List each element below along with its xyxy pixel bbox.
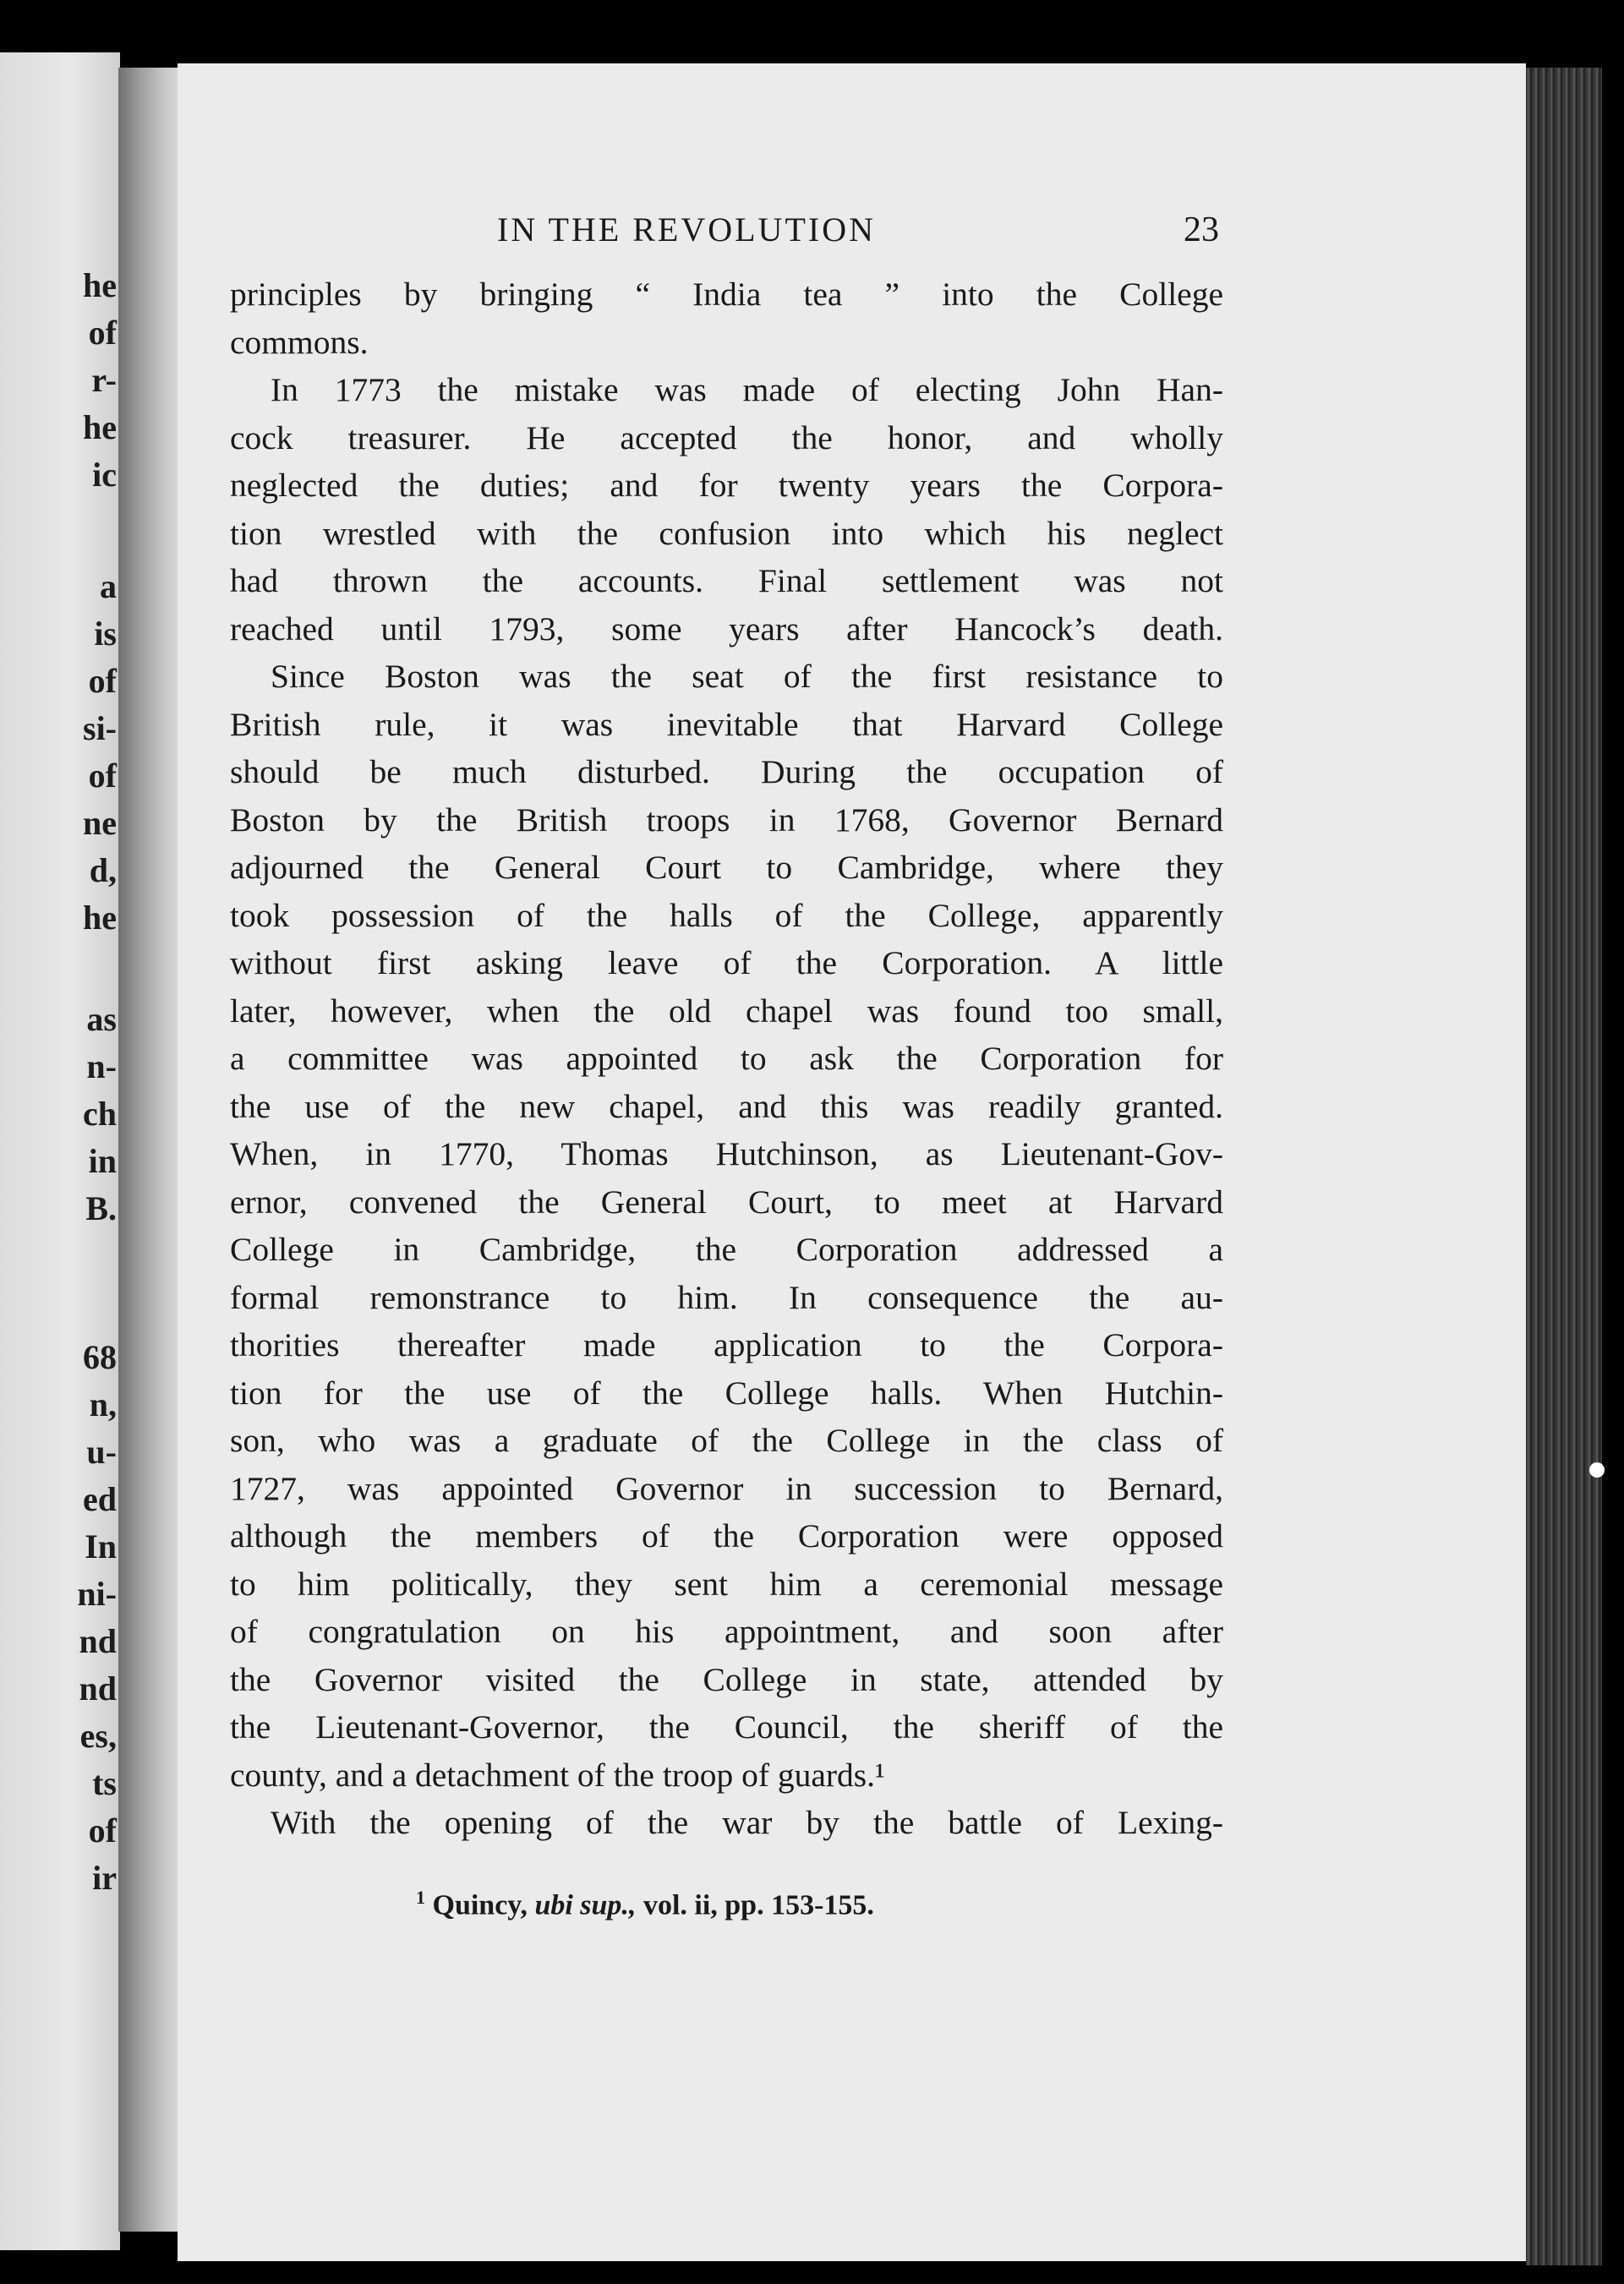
book-gutter-shadow [118, 68, 184, 2232]
scan-mark-dot [1589, 1462, 1605, 1478]
text-line: of congratulation on his appointment, and soon after [230, 1613, 1223, 1650]
fragment: in [88, 1142, 117, 1180]
fragment: he [83, 266, 117, 304]
body-text [230, 270, 1223, 1847]
text-line: thorities thereafter made application to the Corpora- [230, 1326, 1223, 1363]
fragment: r- [91, 361, 117, 399]
text-line: cock treasurer. He accepted the honor, and wholly [230, 418, 1223, 456]
text-line: a committee was appointed to ask the Corporation for [230, 1040, 1223, 1077]
left-facing-page [0, 52, 120, 2250]
footnote-reference: ubi sup., [534, 1889, 637, 1921]
fragment: is [94, 615, 117, 653]
fragment: of [88, 662, 117, 700]
footnote-author: Quincy, [432, 1889, 528, 1921]
footnote-marker: 1 [416, 1887, 425, 1908]
fragment: n, [89, 1385, 117, 1423]
fragment: nd [79, 1622, 117, 1660]
text-line: should be much disturbed. During the occupation of [230, 753, 1223, 790]
text-line: without first asking leave of the Corporation. A little [230, 944, 1223, 981]
text-line: tion wrestled with the confusion into which his neglect [230, 514, 1223, 552]
fragment: ni- [77, 1575, 117, 1613]
text-line: son, who was a graduate of the College in the class of [230, 1422, 1223, 1459]
fragment: a [100, 567, 117, 605]
fragment: nd [79, 1669, 117, 1708]
text-line: had thrown the accounts. Final settlement was not [230, 562, 1223, 599]
text-line: British rule, it was inevitable that Harvard College [230, 705, 1223, 743]
text-line: reached until 1793, some years after Hancock’s death. [230, 609, 1223, 647]
fragment: of [88, 1811, 117, 1850]
fragment: es, [79, 1717, 117, 1755]
fragment: In [85, 1527, 117, 1565]
fragment: of [88, 314, 117, 352]
text-line: later, however, when the old chapel was found too small, [230, 992, 1223, 1030]
fragment: he [83, 408, 117, 446]
text-line: When, in 1770, Thomas Hutchinson, as Lieutenant-Gov- [230, 1135, 1223, 1172]
fragment: ne [83, 804, 117, 842]
book-page-edges [1526, 68, 1602, 2265]
fragment: n- [86, 1047, 117, 1085]
fragment: ch [83, 1095, 117, 1133]
text-line: ernor, convened the General Court, to meet at Harvard [230, 1183, 1223, 1221]
fragment: ir [92, 1859, 117, 1897]
text-line: commons. [230, 323, 369, 361]
text-line: In 1773 the mistake was made of electing John Han- [271, 371, 1223, 408]
text-line: the Governor visited the College in state, attended by [230, 1660, 1223, 1698]
fragment: ed [83, 1480, 117, 1518]
text-line: to him politically, they sent him a ceremonial message [230, 1565, 1223, 1603]
fragment: as [86, 1000, 117, 1038]
fragment: u- [86, 1433, 117, 1471]
page-number: 23 [1184, 210, 1219, 249]
footnote [416, 1887, 874, 1921]
text-line: Since Boston was the seat of the first resistance to [271, 658, 1223, 695]
text-line: tion for the use of the College halls. When Hutchin- [230, 1374, 1223, 1412]
text-line: adjourned the General Court to Cambridge, where they [230, 849, 1223, 886]
text-line: Boston by the British troops in 1768, Governor Bernard [230, 800, 1223, 839]
running-head: IN THE REVOLUTION [497, 210, 876, 249]
text-line: the Lieutenant-Governor, the Council, the sheriff of the [230, 1708, 1223, 1746]
fragment: he [83, 899, 117, 937]
footnote-volume-pages: vol. ii, pp. 153-155. [642, 1889, 874, 1921]
text-line: With the opening of the war by the battle of Lexing- [271, 1804, 1223, 1841]
text-line: principles by bringing “ India tea ” into the College [230, 276, 1223, 313]
text-line: 1727, was appointed Governor in succession to Bernard, [230, 1469, 1223, 1507]
fragment: 68 [83, 1338, 117, 1376]
text-line: although the members of the Corporation were opposed [230, 1517, 1223, 1555]
text-line: College in Cambridge, the Corporation addressed a [230, 1231, 1223, 1268]
text-line: county, and a detachment of the troop of guards.¹ [230, 1756, 885, 1794]
fragment: si- [83, 709, 117, 747]
fragment: d, [89, 851, 117, 889]
fragment: B. [85, 1189, 117, 1227]
text-line: the use of the new chapel, and this was readily granted. [230, 1087, 1223, 1125]
fragment: ts [92, 1764, 117, 1802]
fragment: ic [92, 456, 117, 494]
text-line: neglected the duties; and for twenty years the Corpora- [230, 467, 1223, 504]
text-line: took possession of the halls of the College, apparently [230, 896, 1223, 934]
text-line: formal remonstrance to him. In consequence the au- [230, 1278, 1223, 1316]
fragment: of [88, 757, 117, 795]
